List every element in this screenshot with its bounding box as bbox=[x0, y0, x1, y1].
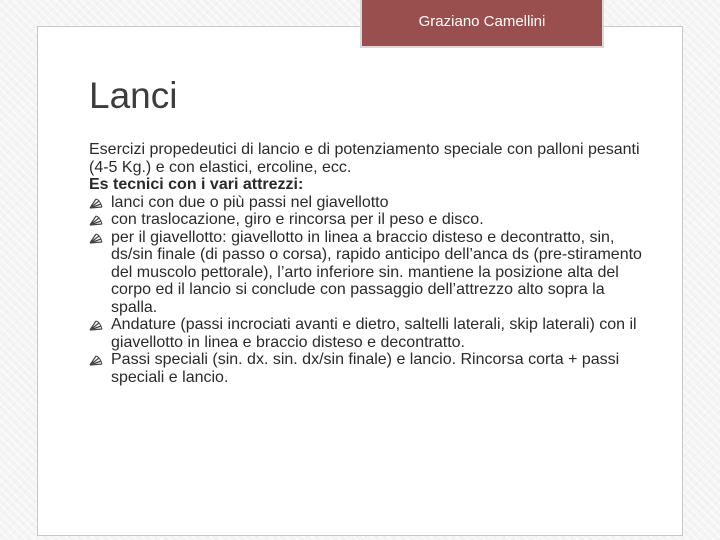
bullet-text: con traslocazione, giro e rincorsa per il peso e disco. bbox=[111, 211, 484, 228]
author-tab: Graziano Camellini bbox=[360, 0, 604, 48]
bullet-list bbox=[89, 194, 649, 387]
subheading: Es tecnici con i vari attrezzi: bbox=[89, 176, 304, 193]
bullet-text: Andature (passi incrociati avanti e dietro, saltelli laterali, skip laterali) con il giavellotto in linea e braccio disteso e decontratto. bbox=[111, 316, 637, 351]
bullet-text: per il giavellotto: giavellotto in linea a braccio disteso e decontratto, sin, ds/sin finale (di passo o corsa), rapido anticipo dell’anca ds (pre-stiramento del muscolo pettorale), l’arto inferiore sin. mantiene la posizione alta del corpo ed il lancio si conclude con passaggio dell’attrezzo alto sopra la spalla. bbox=[111, 228, 642, 316]
list-item bbox=[89, 194, 649, 212]
intro-paragraph: Esercizi propedeutici di lancio e di potenziamento speciale con palloni pesanti (4-5 Kg.) e con elastici, ercoline, ecc. bbox=[89, 141, 640, 176]
bullet-text: Passi speciali (sin. dx. sin. dx/sin finale) e lancio. Rincorsa corta + passi speciali e lancio. bbox=[111, 351, 620, 386]
list-item bbox=[89, 211, 649, 229]
slide-content bbox=[89, 141, 649, 386]
fan-bullet-icon bbox=[89, 354, 103, 366]
fan-bullet-icon bbox=[89, 232, 103, 244]
bullet-text: lanci con due o più passi nel giavellotto bbox=[111, 193, 389, 211]
fan-bullet-icon bbox=[89, 197, 103, 209]
list-item bbox=[89, 316, 649, 351]
slide-title: Lanci bbox=[89, 75, 178, 116]
list-item bbox=[89, 229, 649, 317]
list-item bbox=[89, 351, 649, 386]
fan-bullet-icon bbox=[89, 319, 103, 331]
fan-bullet-icon bbox=[89, 214, 103, 226]
